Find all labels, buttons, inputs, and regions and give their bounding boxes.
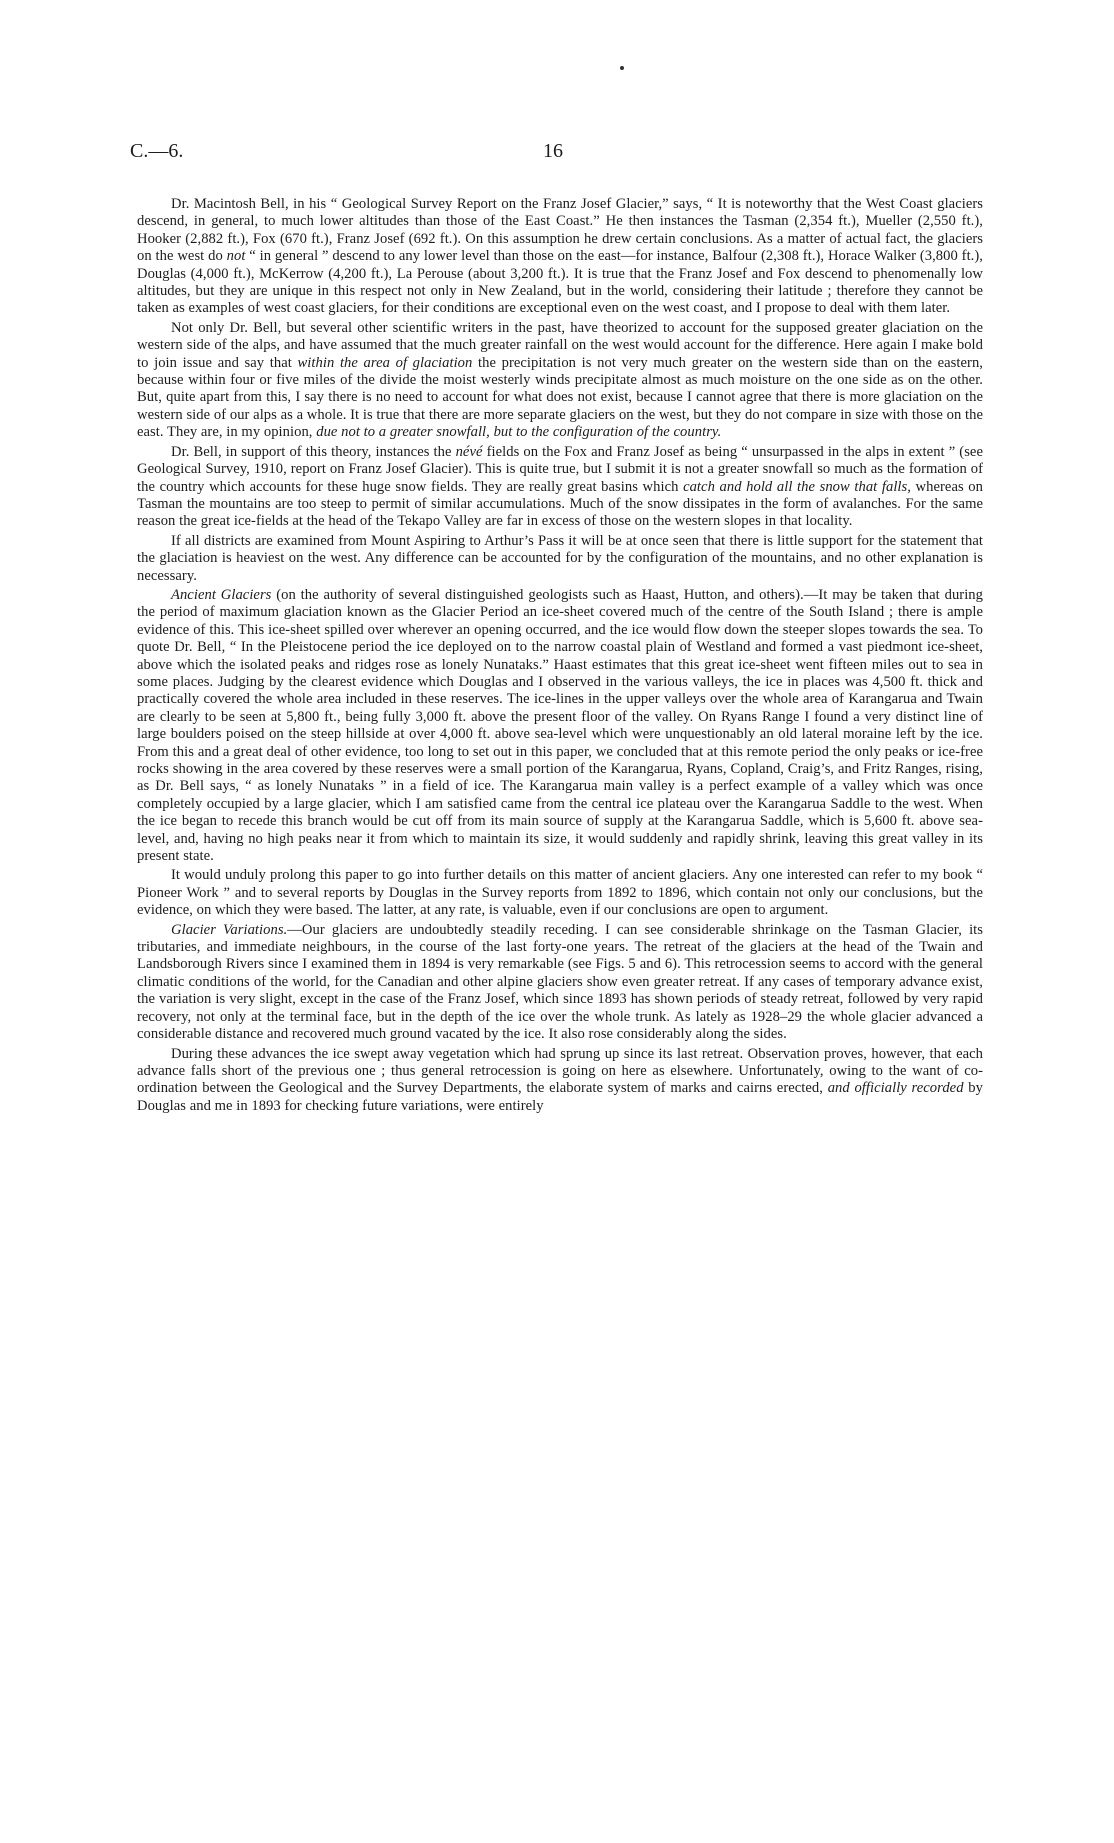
paragraph [137,922,983,1044]
body-text [137,196,983,1117]
text-run: fields on the Fox and Franz Josef as being “ unsurpassed in the alps in extent ” (see Geological Survey, 1910, report on Franz Josef Glacier). This is quite true, but I submit it is not a greater snowfall so much as the formation of the country which accounts for these huge snow fields. They are really great basins which [137,443,983,495]
text-run: (on the authority of several distinguished geologists such as Haast, Hutton, and others).—It may be taken that during the period of maximum glaciation known as the Glacier Period an ice-sheet covered much of the centre of the South Island ; there is ample evidence of this. This ice-sheet spilled over wherever an opening occurred, and the ice would flow down the steeper slopes towards the sea. To quote Dr. Bell, “ In the Pleistocene period the ice deployed on to the narrow coastal plain of Westland and formed a vast piedmont ice-sheet, above which the isolated peaks and ridges rose as lonely Nunataks.” Haast estimates that this great ice-sheet went fifteen miles out to sea in some places. Judging by the clearest evidence which Douglas and I observed in the various valleys, the ice in places was 4,500 ft. thick and practically covered the whole area included in these reserves. The ice-lines in the upper valleys over the whole area of Karangarua and Twain are clearly to be seen at 5,800 ft., being fully 3,000 ft. above the present floor of the valley. On Ryans Range I found a very distinct line of large boulders poised on the steep hillside at over 4,000 ft. above sea-level which were unquestionably an old lateral moraine left by the ice. From this and a great deal of other evidence, too long to set out in this paper, we concluded that at this remote period the only peaks or ice-free rocks showing in the area covered by these reserves were a small portion of the Karangarua, Ryans, Copland, Craig’s, and Fritz Ranges, rising, as Dr. Bell says, “ as lonely Nunataks ” in a field of ice. The Karangarua main valley is a perfect example of a valley which was once completely occupied by a large glacier, which I am satisfied came from the central ice plateau over the Karangarua Saddle to the west. When the ice began to recede this branch would be cut off from its main source of supply at the Karangarua Saddle, which is 5,600 ft. above sea-level, and, having no high peaks near it from which to maintain its size, it would suddenly and rapidly shrink, leaving this great valley in its present state. [137,586,984,865]
italic-run: Glacier Variations. [171,921,288,938]
italic-run: within the area of glaciation [297,354,473,371]
paragraph [137,444,983,531]
italic-run: not [226,248,246,265]
text-run: whereas on Tasman the mountains are too steep to permit of similar accumulations. Much of the snow dissipates in the form of avalanches. For the same reason the great ice-fields at the head of the Tekapo Valley are far in excess of those on the western slopes in that locality. [137,478,983,530]
text-run: It would unduly prolong this paper to go into further details on this matter of ancient glaciers. Any one interested can refer to my book “ Pioneer Work ” and to several reports by Douglas in the Survey reports from 1892 to 1896, which contain not only our conclusions, but the evidence, on which they were based. The latter, at any rate, is valuable, even if our conclusions are open to argument. [137,867,983,919]
page-number: 16 [543,140,563,162]
text-run: “ in general ” descend to any lower level than those on the east—for instance, Balfour (2,308 ft.), Horace Walker (3,800 ft.), Douglas (4,000 ft.), McKerrow (4,200 ft.), La Perouse (about 3,200 ft.). It is true that the Franz Josef and Fox descend to phenomenally low altitudes, but they are unique in this respect not only in New Zealand, but in the world, considering their latitude ; therefore they cannot be taken as examples of west coast glaciers, for their conditions are exceptional even on the west coast, and I propose to deal with them later. [137,248,983,317]
page-header [130,140,990,170]
text-run: the precipitation is not very much greater on the western side than on the eastern, because within four or five miles of the divide the moist westerly winds precipitate almost as much moisture on the one side as on the other. But, quite apart from this, I say there is no need to account for what does not exist, because I cannot agree that there is more glaciation on the western side of our alps as a whole. It is true that there are more separate glaciers on the west, but they do not compare in size with those on the east. They are, in my opinion, [137,354,984,441]
paragraph [137,533,983,585]
paragraph [137,587,983,866]
italic-run: due not to a greater snowfall, but to the configuration of the country. [316,424,722,441]
paragraph [137,1046,983,1116]
text-run: Dr. Bell, in support of this theory, instances the [171,443,456,460]
italic-run: and officially recorded [827,1080,964,1097]
paragraph [137,867,983,919]
italic-run: névé [455,443,483,460]
text-run: If all districts are examined from Mount Aspiring to Arthur’s Pass it will be at once seen that there is little support for the statement that the glaciation is heaviest on the west. Any difference can be accounted for by the configuration of the mountains, and no other explanation is necessary. [137,532,983,584]
text-run: Dr. Macintosh Bell, in his “ Geological Survey Report on the Franz Josef Glacier,” says, “ It is noteworthy that the West Coast glaciers descend, in general, to much lower altitudes than those of the East Coast.” He then instances the Tasman (2,354 ft.), Mueller (2,550 ft.), Hooker (2,882 ft.), Fox (670 ft.), Franz Josef (692 ft.). On this assumption he drew certain conclusions. As a matter of actual fact, the glaciers on the west do [137,196,983,265]
text-run: —Our glaciers are undoubtedly steadily receding. I can see considerable shrinkage on the Tasman Glacier, its tributaries, and immediate neighbours, in the course of the last forty-one years. The retreat of the glaciers at the head of the Twain and Landsborough Rivers since I examined them in 1894 is very remarkable (see Figs. 5 and 6). This retrocession seems to accord with the general climatic conditions of the world, for the Canadian and other alpine glaciers show even greater retreat. If any cases of temporary advance exist, the variation is very slight, except in the case of the Franz Josef, which since 1893 has shown periods of steady retreat, followed by very rapid recovery, not only at the terminal face, but in the depth of the ice over the whole trunk. As lately as 1928–29 the whole glacier advanced a considerable distance and recovered much ground vacated by the ice. It also rose considerably along the sides. [137,921,984,1043]
document-reference: C.—6. [130,140,184,162]
paragraph [137,196,983,318]
text-run: During these advances the ice swept away vegetation which had sprung up since its last retreat. Observation proves, however, that each advance falls short of the previous one ; thus general retrocession is going on here as elsewhere. Unfortunately, owing to the want of co-ordination between the Geological and the Survey Departments, the elaborate system of marks and cairns erected, [137,1045,983,1097]
paragraph [137,320,983,442]
italic-run: catch and hold all the snow that falls, [683,478,911,495]
print-speck [620,66,624,70]
italic-run: Ancient Glaciers [171,586,272,603]
text-run: by Douglas and me in 1893 for checking future variations, were entirely [137,1080,983,1114]
text-run: Not only Dr. Bell, but several other scientific writers in the past, have theorized to account for the supposed greater glaciation on the western side of the alps, and have assumed that the much greater rainfall on the west would account for the difference. Here again I make bold to join issue and say that [137,319,983,371]
